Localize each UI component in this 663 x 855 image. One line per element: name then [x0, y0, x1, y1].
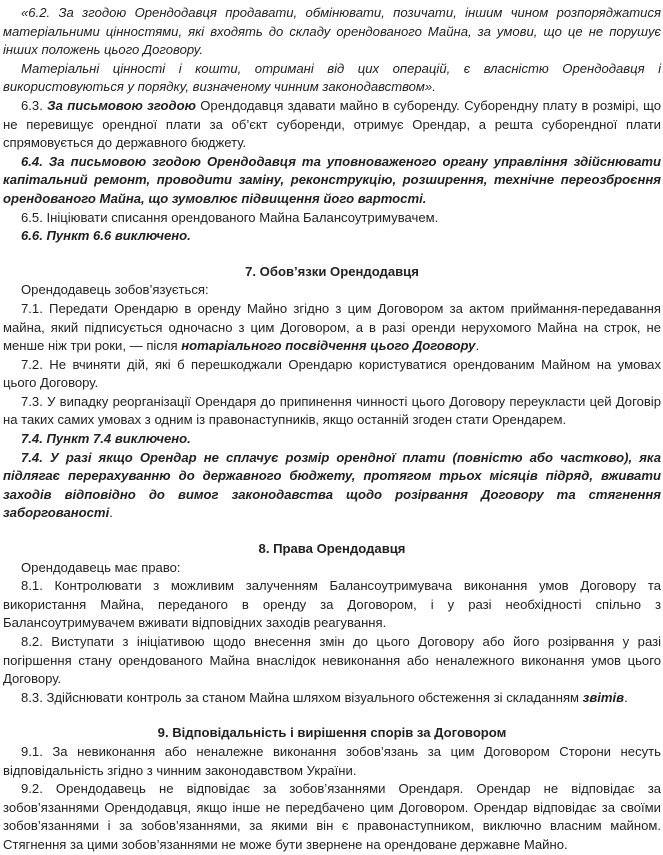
section-8-title: 8. Права Орендодавця	[258, 541, 406, 557]
clause-number: 6.3.	[21, 97, 43, 113]
clause-end: .	[475, 338, 480, 354]
section-7-title: 7. Обов’язки Орендодавця	[245, 263, 419, 279]
paragraph-7-1	[3, 300, 661, 356]
paragraph-6-2: «6.2. За згодою Орендодавця продавати, обмінювати, позичати, іншим чином розпоряджатися матеріальними цінностями, які входять до складу орендованого Майна, за умови, що це не порушує інших положень цього Договору.	[3, 5, 661, 58]
clause-text: 7.1. Передати Орендарю в оренду Майно згідно з цим Договором за актом приймання-передавання майна, який підписується одночасно з цим Договором, а в разі оренди нерухомого Майна на строк, не менше ніж три роки, — після	[3, 300, 661, 354]
section-gap	[3, 246, 661, 263]
section-gap	[3, 707, 661, 724]
paragraph-9-1: 9.1. За невиконання або неналежне виконання зобов’язань за цим Договором Сторони несуть відповідальність згідно з чинним законодавством України.	[3, 743, 661, 778]
paragraph-7-4	[3, 449, 661, 523]
emphasis-text: нотаріального посвідчення цього Договору	[181, 338, 476, 354]
section-7-intro: Орендодавець зобов’язується:	[21, 282, 209, 298]
section-gap	[3, 523, 661, 540]
emphasis-text: За письмовою згодою	[47, 97, 196, 113]
emphasis-text: звітів	[582, 689, 625, 705]
paragraph-6-6: 6.6. Пункт 6.6 виключено.	[21, 228, 191, 244]
section-9-title: 9. Відповідальність і вирішення спорів за Договором	[157, 725, 507, 741]
paragraph-8-2: 8.2. Виступати з ініціативою щодо внесення змін до цього Договору або його розірвання у разі погіршення стану орендованого Майна внаслідок невиконання або неналежного виконання умов цього Договору.	[3, 634, 661, 687]
paragraph-7-4-excluded: 7.4. Пункт 7.4 виключено.	[21, 431, 191, 447]
clause-end: .	[109, 505, 113, 521]
section-8-intro: Орендодавець має право:	[21, 559, 181, 575]
clause-text: Орендодавця здавати майно в суборенду. Суборендну плату в розмірі, що не перевищує орендної плати за об’єкт суборенди, отримує Орендар, а решта суборендної плати спрямовується до державного бюджету.	[3, 97, 661, 151]
paragraph-6-2-continued: Матеріальні цінності і кошти, отримані від цих операцій, є власністю Орендодавця і використовуються у порядку, визначеному чинним законодавством».	[3, 60, 661, 95]
paragraph-9-2: 9.2. Орендодавець не відповідає за зобов’язаннями Орендаря. Орендар не відповідає за зобов’язаннями Орендодавця, якщо інше не передбачено цим Договором. Орендар відповідає за своїми зобов’язаннями і за зобов’язаннями, за якими він є правонаступником, виключно власним майном. Стягнення за цими зобов’язаннями не може бути звернене на орендоване державне Майно.	[3, 781, 661, 852]
clause-text: 8.3. Здійснювати контроль за станом Майна шляхом візуального обстеження зі складанням	[21, 689, 580, 705]
paragraph-8-3	[3, 689, 661, 708]
paragraph-6-4: 6.4. За письмовою згодою Орендодавця та уповноваженого органу управління здійснювати капітальний ремонт, проводити заміну, реконструкцію, розширення, технічне переозброєння орендованого Майна, що зумовлює підвищення його вартості.	[3, 153, 661, 206]
paragraph-7-2: 7.2. Не вчиняти дій, які б перешкоджали Орендарю користуватися орендованим Майном на умовах цього Договору.	[3, 356, 661, 391]
paragraph-7-3: 7.3. У випадку реорганізації Орендаря до припинення чинності цього Договору переукласти цей Договір на таких самих умовах з одним із правонаступників, якщо останній згоден стати Орендарем.	[3, 393, 661, 428]
clause-end: .	[624, 689, 628, 705]
paragraph-6-3	[3, 97, 661, 153]
paragraph-6-5: 6.5. Ініціювати списання орендованого Майна Балансоутримувачем.	[21, 209, 439, 225]
emphasis-text: 7.4. У разі якщо Орендар не сплачує розмір орендної плати (повністю або частково), яка підлягає перерахуванню до державного бюджету, протягом трьох місяців підряд, вживати заходів відповідно до вимог законодавства щодо розірвання Договору та стягнення заборгованості	[3, 449, 661, 521]
paragraph-8-1: 8.1. Контролювати з можливим залученням Балансоутримувача виконання умов Договору та використання Майна, переданого в оренду за Договором, і у разі необхідності спільно з Балансоутримувачем вживати відповідних заходів реагування.	[3, 578, 661, 631]
